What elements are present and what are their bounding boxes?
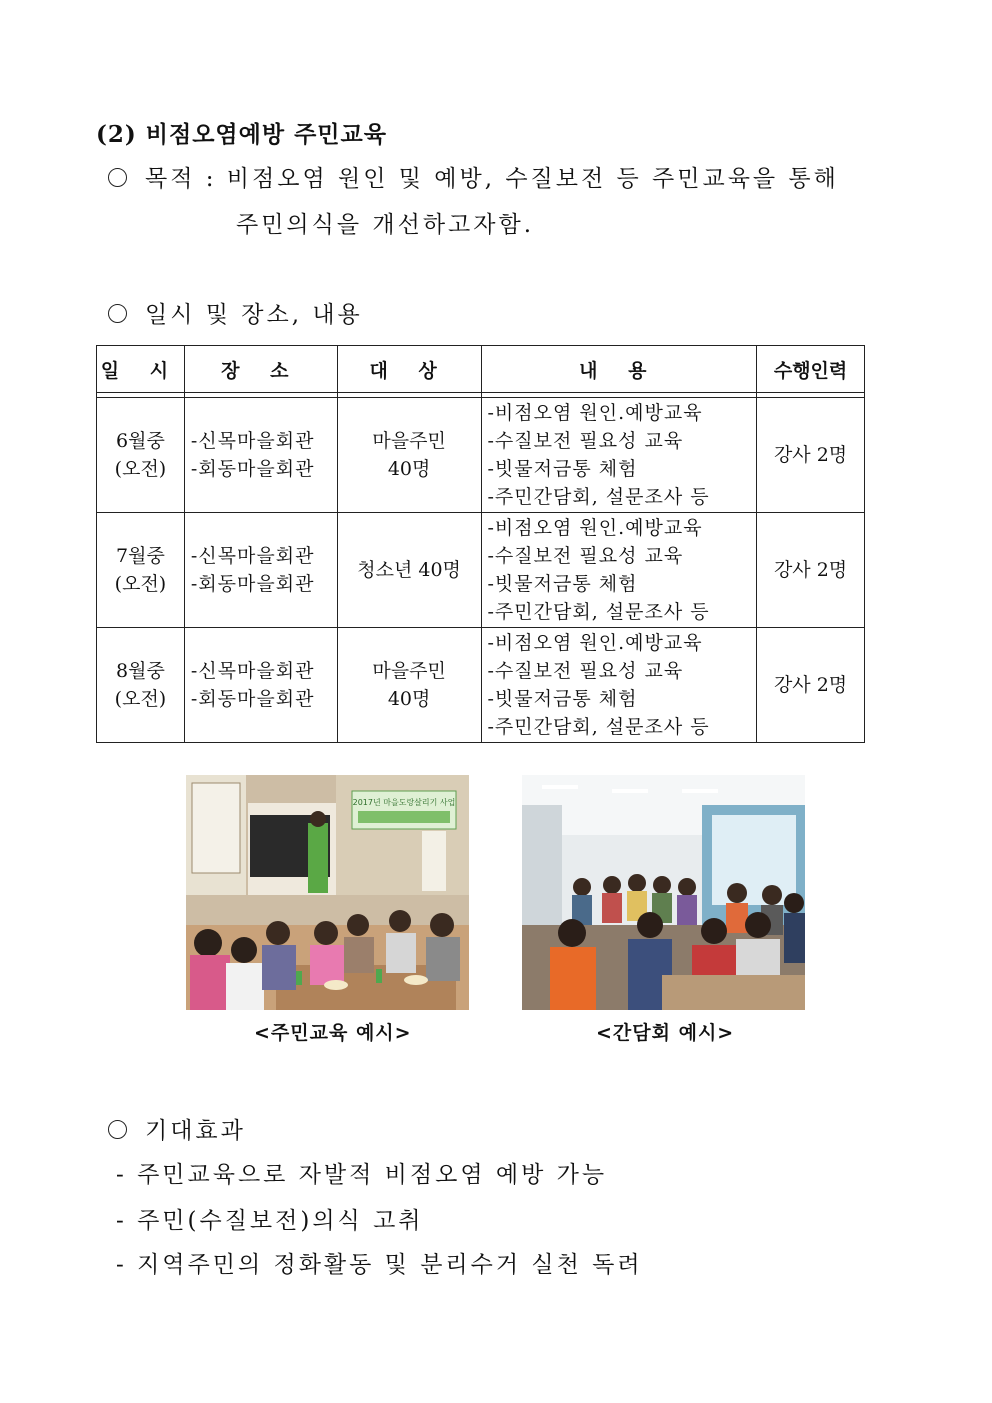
cell-content: -비점오염 원인.예방교육 -수질보전 필요성 교육 -빗물저금통 체험 -주민간담회, 설문조사 등 <box>481 628 757 743</box>
schedule-heading-text: 일시 및 장소, 내용 <box>145 302 363 328</box>
resident-education-photo-illustration <box>186 775 469 1010</box>
cell-content: -비점오염 원인.예방교육 -수질보전 필요성 교육 -빗물저금통 체험 -주민간담회, 설문조사 등 <box>481 513 757 628</box>
resident-education-photo <box>186 775 469 1010</box>
purpose-line-2: 주민의식을 개선하고자함. <box>236 212 535 238</box>
cell-date: 7월중 (오전) <box>97 513 185 628</box>
cell-target: 마을주민 40명 <box>337 628 481 743</box>
cell-place: -신목마을회관 -회동마을회관 <box>184 628 337 743</box>
schedule-table <box>96 345 865 743</box>
table-row <box>97 398 865 513</box>
banner-text: 2017년 마을도랑살리기 사업 <box>352 798 456 807</box>
cell-target: 청소년 40명 <box>337 513 481 628</box>
cell-date: 8월중 (오전) <box>97 628 185 743</box>
caption-resident-education: <주민교육 예시> <box>254 1022 412 1044</box>
meeting-photo-illustration <box>522 775 805 1010</box>
purpose-line-1 <box>108 160 839 193</box>
cell-staff: 강사 2명 <box>757 513 865 628</box>
cell-staff: 강사 2명 <box>757 628 865 743</box>
circle-bullet-icon <box>108 1120 127 1139</box>
header-staff: 수행인력 <box>757 346 865 393</box>
circle-bullet-icon <box>108 168 127 187</box>
meeting-photo <box>522 775 805 1010</box>
header-date: 일 시 <box>97 346 185 393</box>
header-content: 내 용 <box>481 346 757 393</box>
schedule-heading <box>108 296 363 329</box>
table-row <box>97 513 865 628</box>
cell-place: -신목마을회관 -회동마을회관 <box>184 513 337 628</box>
header-target: 대 상 <box>337 346 481 393</box>
effect-item: - 지역주민의 정화활동 및 분리수거 실천 독려 <box>116 1252 643 1278</box>
effects-heading-text: 기대효과 <box>145 1118 246 1144</box>
cell-staff: 강사 2명 <box>757 398 865 513</box>
cell-date: 6월중 (오전) <box>97 398 185 513</box>
purpose-text: 목적 : 비점오염 원인 및 예방, 수질보전 등 주민교육을 통해 <box>145 166 839 192</box>
cell-target: 마을주민 40명 <box>337 398 481 513</box>
cell-content: -비점오염 원인.예방교육 -수질보전 필요성 교육 -빗물저금통 체험 -주민간담회, 설문조사 등 <box>481 398 757 513</box>
cell-place: -신목마을회관 -회동마을회관 <box>184 398 337 513</box>
effect-item: - 주민(수질보전)의식 고취 <box>116 1208 424 1234</box>
table-row <box>97 628 865 743</box>
effects-heading <box>108 1112 246 1145</box>
circle-bullet-icon <box>108 304 127 323</box>
caption-meeting: <간담회 예시> <box>596 1022 735 1044</box>
header-place: 장 소 <box>184 346 337 393</box>
section-title: (2) 비점오염예방 주민교육 <box>96 121 387 148</box>
effect-item: - 주민교육으로 자발적 비점오염 예방 가능 <box>116 1162 608 1188</box>
table-header-row <box>97 346 865 393</box>
